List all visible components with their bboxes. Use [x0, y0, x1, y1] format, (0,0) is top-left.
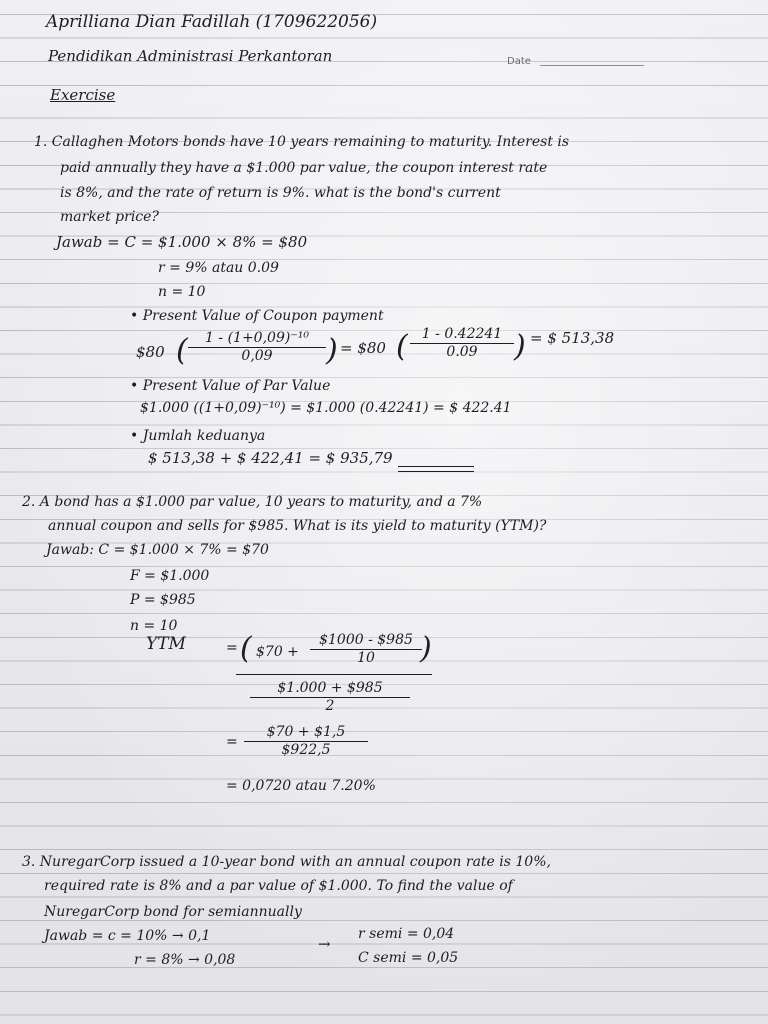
study-program: Pendidikan Administrasi Perkantoran: [48, 47, 333, 65]
q2-ytm-label: YTM: [146, 634, 186, 654]
q2-step2-numerator: $70 + $1,5: [244, 724, 368, 742]
q1-pv-fraction: [188, 330, 326, 365]
q2-ytm-denominator-fraction: [250, 680, 410, 715]
q3-line-2: required rate is 8% and a par value of $1.000. To find the value of: [44, 878, 513, 894]
q2-face-value: F = $1.000: [130, 568, 210, 584]
q2-result: = 0,0720 atau 7.20%: [226, 778, 376, 794]
date-line: [540, 65, 644, 66]
student-name: Aprilliana Dian Fadillah (1709622056): [46, 12, 378, 32]
q1-answer-coupon: Jawab = C = $1.000 × 8% = $80: [56, 233, 308, 251]
q2-ytm-denominator-top: $1.000 + $985: [250, 680, 410, 698]
q2-paren-close: ): [420, 631, 432, 666]
q2-ytm-equals: =: [226, 640, 238, 656]
q3-rate: r = 8% → 0,08: [134, 952, 236, 968]
q1-pv-mid: = $80: [340, 339, 386, 357]
q1-pv-result: = $ 513,38: [530, 329, 615, 347]
q2-ytm-inner-fraction: [310, 632, 422, 667]
q2-ytm-inner-denominator: 10: [357, 650, 375, 666]
q2-step2-denominator: $922,5: [281, 742, 331, 758]
q2-ytm-inner-numerator: $1000 - $985: [310, 632, 422, 650]
q3-answer-coupon: Jawab = c = 10% → 0,1: [44, 928, 211, 944]
q3-coupon-semi: C semi = 0,05: [358, 950, 459, 966]
q1-pv-numerator: 1 - (1+0,09)⁻¹⁰: [188, 330, 326, 348]
q1-paren-close-2: ): [514, 329, 526, 364]
q2-main-fraction-bar: [236, 674, 432, 675]
q1-pv-lead: $80: [136, 343, 165, 361]
q2-ytm-denominator-bottom: 2: [325, 698, 335, 714]
q2-paren-open: (: [240, 631, 252, 666]
q2-answer-coupon: Jawab: C = $1.000 × 7% = $70: [46, 542, 269, 558]
q1-pv-numerator-2: 1 - 0.42241: [410, 326, 514, 344]
q1-paren-open-2: (: [396, 329, 408, 364]
q2-periods: n = 10: [130, 618, 178, 634]
q1-paren-close: ): [326, 333, 338, 368]
q1-line-1: 1. Callaghen Motors bonds have 10 years remaining to maturity. Interest is: [34, 134, 570, 150]
q1-total-label: • Jumlah keduanya: [130, 428, 266, 444]
q1-periods: n = 10: [158, 284, 206, 300]
q1-pv-fraction-2: [410, 326, 514, 361]
q3-line-1: 3. NuregarCorp issued a 10-year bond with an annual coupon rate is 10%,: [22, 854, 551, 870]
q3-rate-semi: r semi = 0,04: [358, 926, 455, 942]
q1-answer-underline: [398, 466, 474, 472]
q1-total-calc: $ 513,38 + $ 422,41 = $ 935,79: [148, 449, 393, 467]
q1-pv-denominator-2: 0.09: [446, 344, 478, 360]
q1-pv-par-calc: $1.000 ((1+0,09)⁻¹⁰) = $1.000 (0.42241) = $ 422.41: [140, 400, 512, 416]
q1-pv-denominator: 0,09: [241, 348, 273, 364]
q1-rate: r = 9% atau 0.09: [158, 260, 279, 276]
q1-paren-open: (: [176, 333, 188, 368]
q1-line-4: market price?: [60, 209, 159, 225]
q1-pv-par-label: • Present Value of Par Value: [130, 378, 331, 394]
date-label: Date: [507, 56, 531, 67]
exercise-heading: Exercise: [50, 86, 116, 104]
q3-arrow: →: [318, 935, 331, 953]
q2-line-1: 2. A bond has a $1.000 par value, 10 years to maturity, and a 7%: [22, 494, 483, 510]
q3-line-3: NuregarCorp bond for semiannually: [44, 904, 302, 920]
q2-step2-fraction: [244, 724, 368, 759]
q2-line-2: annual coupon and sells for $985. What is its yield to maturity (YTM)?: [48, 518, 547, 534]
q1-pv-coupon-label: • Present Value of Coupon payment: [130, 308, 384, 324]
q2-ytm-coupon: $70 +: [256, 644, 299, 660]
q2-price: P = $985: [130, 592, 196, 608]
q2-step2-equals: =: [226, 734, 238, 750]
q1-line-3: is 8%, and the rate of return is 9%. what is the bond's current: [60, 185, 501, 201]
q1-line-2: paid annually they have a $1.000 par value, the coupon interest rate: [60, 160, 548, 176]
